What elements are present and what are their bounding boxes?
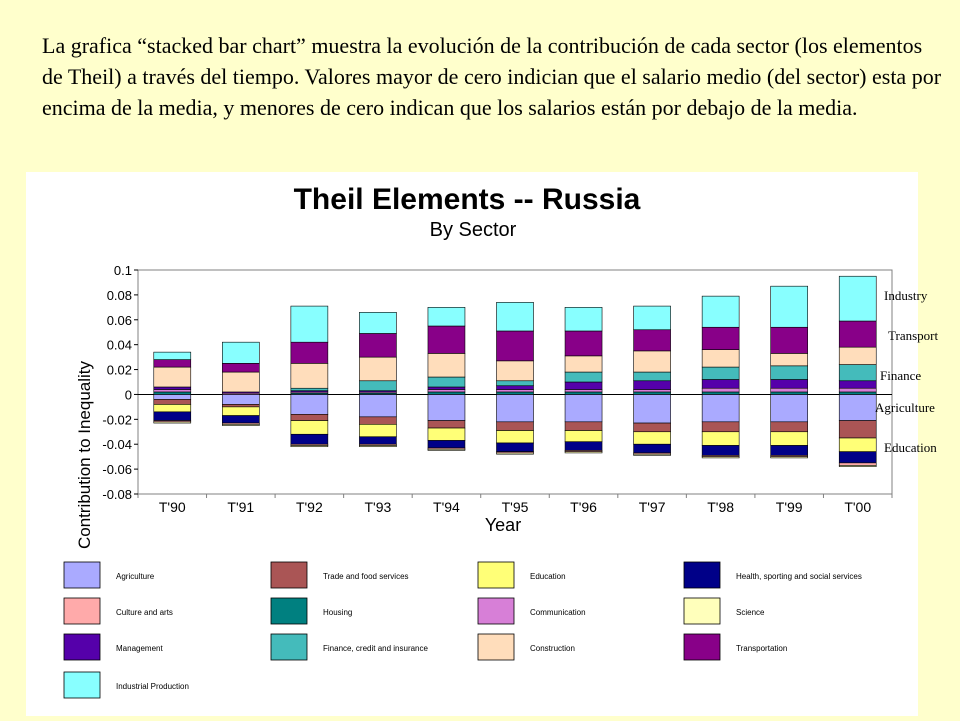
- bar-segment-science: [634, 454, 671, 455]
- bar-segment-transportation: [222, 363, 259, 372]
- legend-label-health-sporting-and-social-services: Health, sporting and social services: [736, 572, 862, 581]
- bar-segment-trade-and-food-services: [359, 417, 396, 424]
- bar-segment-education: [565, 431, 602, 442]
- bar-segment-science: [359, 445, 396, 446]
- bar-segment-agriculture: [771, 394, 808, 421]
- bar-segment-transportation: [839, 321, 876, 347]
- legend-label-communication: Communication: [530, 608, 586, 617]
- bar-segment-science: [497, 453, 534, 454]
- bar-segment-science: [291, 445, 328, 446]
- x-tick-label: T'96: [570, 499, 597, 515]
- bar-segment-housing: [771, 392, 808, 394]
- bar-segment-science: [565, 452, 602, 453]
- bar-segment-construction: [222, 372, 259, 392]
- legend-label-transportation: Transportation: [736, 644, 788, 653]
- legend-label-agriculture: Agriculture: [116, 572, 155, 581]
- y-tick-label: 0.1: [113, 263, 132, 278]
- side-label-finance: Finance: [880, 368, 922, 383]
- intro-paragraph: La grafica “stacked bar chart” muestra la evolución de la contribución de cada sector (los elementos de Theil) a través del tiempo. Valores mayor de cero indician que el salario medio (del sector) esta por encima de la media, y menores de cero indican que los salarios están por debajo de la media.: [42, 33, 942, 120]
- bar-segment-trade-and-food-services: [497, 422, 534, 431]
- bar-segment-construction: [359, 357, 396, 381]
- bar-segment-agriculture: [359, 394, 396, 416]
- bar-segment-finance-credit-and-insurance: [702, 367, 739, 379]
- bar-segment-education: [359, 424, 396, 436]
- bar-segment-agriculture: [702, 394, 739, 421]
- bar-segment-finance-credit-and-insurance: [771, 366, 808, 380]
- bar-segment-housing: [497, 392, 534, 394]
- bar-segment-science: [771, 457, 808, 458]
- bar-segment-construction: [771, 353, 808, 365]
- x-axis-label: Year: [484, 515, 522, 535]
- bar-segment-management: [497, 386, 534, 390]
- bar-segment-communication: [154, 389, 191, 391]
- bar-segment-finance-credit-and-insurance: [291, 388, 328, 390]
- bar-segment-health-sporting-and-social-services: [359, 437, 396, 444]
- legend-swatch-housing: [271, 598, 307, 624]
- bar-segment-transportation: [497, 331, 534, 361]
- bar-segment-industrial-production: [634, 306, 671, 330]
- bar-segment-construction: [291, 363, 328, 388]
- bar-segment-construction: [497, 361, 534, 381]
- legend-swatch-culture-and-arts: [64, 598, 100, 624]
- bar-segment-health-sporting-and-social-services: [291, 434, 328, 444]
- legend-label-industrial-production: Industrial Production: [116, 682, 189, 691]
- bar-segment-industrial-production: [359, 312, 396, 333]
- bar-segment-education: [291, 421, 328, 435]
- bar-segment-management: [428, 387, 465, 389]
- legend-label-culture-and-arts: Culture and arts: [116, 608, 173, 617]
- bar-segment-construction: [702, 350, 739, 367]
- x-tick-label: T'98: [707, 499, 735, 515]
- legend-swatch-construction: [478, 634, 514, 660]
- y-tick-label: -0.08: [102, 487, 132, 502]
- y-tick-label: -0.02: [102, 412, 132, 428]
- x-tick-label: T'97: [638, 499, 666, 515]
- bar-segment-transportation: [634, 330, 671, 351]
- bar-segment-trade-and-food-services: [702, 422, 739, 432]
- bar-segment-trade-and-food-services: [634, 423, 671, 432]
- y-tick-label: 0.02: [106, 362, 132, 378]
- x-tick-labels: [138, 494, 892, 515]
- legend-swatch-finance-credit-and-insurance: [271, 634, 307, 660]
- bar-segment-transportation: [565, 331, 602, 356]
- bar-segment-finance-credit-and-insurance: [565, 372, 602, 382]
- bar-segment-transportation: [702, 327, 739, 349]
- y-tick-label: 0: [124, 387, 132, 403]
- legend-swatch-science: [684, 598, 720, 624]
- bar-segment-education: [634, 432, 671, 444]
- legend-label-education: Education: [530, 572, 566, 581]
- bar-segment-housing: [839, 392, 876, 394]
- bar-segment-finance-credit-and-insurance: [839, 365, 876, 381]
- bar-segment-construction: [565, 356, 602, 372]
- bar-segment-agriculture: [497, 394, 534, 421]
- bar-segment-industrial-production: [291, 306, 328, 342]
- legend-swatch-transportation: [684, 634, 720, 660]
- bar-segment-science: [702, 457, 739, 458]
- x-tick-label: T'00: [844, 499, 872, 515]
- bar-segment-housing: [154, 392, 191, 394]
- legend-swatch-health-sporting-and-social-services: [684, 562, 720, 588]
- bar-segment-agriculture: [291, 394, 328, 414]
- bar-segment-health-sporting-and-social-services: [154, 412, 191, 421]
- legend-swatch-communication: [478, 598, 514, 624]
- legend-swatch-management: [64, 634, 100, 660]
- bar-segment-science: [839, 465, 876, 466]
- bar-segment-transportation: [154, 360, 191, 367]
- bar-segment-industrial-production: [497, 302, 534, 331]
- bar-segment-trade-and-food-services: [428, 421, 465, 428]
- bar-segment-finance-credit-and-insurance: [497, 381, 534, 386]
- bar-segment-industrial-production: [428, 307, 465, 326]
- bar-segment-science: [222, 424, 259, 425]
- bar-segment-trade-and-food-services: [565, 422, 602, 431]
- bar-segment-construction: [154, 367, 191, 387]
- bar-segment-trade-and-food-services: [154, 399, 191, 404]
- bar-segment-agriculture: [565, 394, 602, 421]
- bar-segment-communication: [497, 389, 534, 391]
- theil-stacked-bar-chart: [26, 172, 918, 716]
- bar-segment-education: [839, 438, 876, 452]
- bar-segment-culture-and-arts: [839, 463, 876, 465]
- bar-segment-health-sporting-and-social-services: [497, 443, 534, 452]
- bar-segment-communication: [771, 388, 808, 392]
- bar-segment-communication: [634, 389, 671, 391]
- bar-segment-industrial-production: [702, 296, 739, 327]
- x-tick-label: T'95: [501, 499, 529, 515]
- bar-segment-transportation: [291, 342, 328, 363]
- legend-label-housing: Housing: [323, 608, 353, 617]
- legend-label-finance-credit-and-insurance: Finance, credit and insurance: [323, 644, 428, 653]
- bar-segment-health-sporting-and-social-services: [702, 445, 739, 455]
- y-tick-labels: [102, 263, 138, 502]
- bar-segment-trade-and-food-services: [291, 414, 328, 420]
- bar-segment-trade-and-food-services: [771, 422, 808, 432]
- legend-label-science: Science: [736, 608, 765, 617]
- bar-segment-housing: [565, 392, 602, 394]
- bar-segment-agriculture: [634, 394, 671, 423]
- bar-segment-finance-credit-and-insurance: [359, 381, 396, 391]
- x-tick-label: T'90: [158, 499, 186, 515]
- bar-segment-health-sporting-and-social-services: [428, 440, 465, 447]
- side-label-agriculture: Agriculture: [875, 400, 935, 415]
- legend-swatch-trade-and-food-services: [271, 562, 307, 588]
- bar-segment-education: [497, 431, 534, 443]
- legend-swatch-industrial-production: [64, 672, 100, 698]
- bar-segment-health-sporting-and-social-services: [839, 452, 876, 463]
- bar-segment-management: [154, 387, 191, 389]
- bar-segment-trade-and-food-services: [839, 421, 876, 438]
- bar-segment-science: [428, 449, 465, 450]
- bar-segment-communication: [702, 388, 739, 392]
- bar-segment-agriculture: [839, 394, 876, 420]
- bar-segment-management: [839, 381, 876, 388]
- bar-segment-agriculture: [428, 394, 465, 420]
- bar-segment-education: [154, 404, 191, 411]
- legend-swatch-agriculture: [64, 562, 100, 588]
- y-tick-label: -0.06: [102, 462, 132, 478]
- bar-segment-communication: [428, 389, 465, 391]
- bar-segment-industrial-production: [222, 342, 259, 363]
- bar-segment-industrial-production: [154, 352, 191, 359]
- bar-segment-industrial-production: [771, 286, 808, 327]
- bar-segment-communication: [565, 389, 602, 391]
- bar-segment-housing: [428, 392, 465, 394]
- y-tick-label: -0.04: [102, 437, 132, 453]
- x-tick-label: T'93: [364, 499, 392, 515]
- bar-segment-construction: [428, 353, 465, 377]
- legend-label-management: Management: [116, 644, 163, 653]
- bar-segment-education: [702, 432, 739, 446]
- bar-segment-finance-credit-and-insurance: [634, 372, 671, 381]
- y-axis-label: Contribution to Inequality: [75, 360, 94, 550]
- bar-segment-industrial-production: [839, 276, 876, 321]
- y-tick-label: 0.08: [106, 287, 132, 303]
- bar-segment-communication: [839, 388, 876, 392]
- side-label-industry: Industry: [884, 288, 928, 303]
- chart-panel: [26, 172, 939, 716]
- legend-label-trade-and-food-services: Trade and food services: [323, 572, 409, 581]
- side-label-education: Education: [884, 440, 937, 455]
- bar-segment-education: [428, 428, 465, 440]
- x-tick-label: T'91: [227, 499, 255, 515]
- side-label-transport: Transport: [888, 328, 939, 343]
- bar-segment-housing: [702, 392, 739, 394]
- bar-segment-health-sporting-and-social-services: [771, 445, 808, 455]
- bar-segment-transportation: [771, 327, 808, 353]
- bar-segment-agriculture: [154, 394, 191, 399]
- bar-segment-transportation: [428, 326, 465, 353]
- bar-segment-housing: [634, 392, 671, 394]
- legend-swatch-education: [478, 562, 514, 588]
- legend-label-construction: Construction: [530, 644, 575, 653]
- bar-segment-management: [634, 381, 671, 390]
- bar-segment-management: [702, 380, 739, 389]
- bar-segment-construction: [839, 347, 876, 364]
- x-tick-label: T'92: [295, 499, 323, 515]
- bar-segment-construction: [634, 351, 671, 372]
- x-tick-label: T'99: [775, 499, 803, 515]
- bar-segment-health-sporting-and-social-services: [222, 416, 259, 423]
- x-tick-label: T'94: [433, 499, 460, 515]
- bar-segment-education: [222, 407, 259, 416]
- bar-segment-health-sporting-and-social-services: [634, 444, 671, 453]
- legend: [64, 562, 862, 698]
- bar-segment-science: [154, 422, 191, 423]
- bar-segment-management: [771, 380, 808, 389]
- bar-segment-industrial-production: [565, 307, 602, 331]
- bar-segment-health-sporting-and-social-services: [565, 442, 602, 451]
- bar-segment-transportation: [359, 333, 396, 357]
- y-tick-label: 0.06: [106, 312, 132, 328]
- y-tick-label: 0.04: [106, 337, 132, 353]
- chart-subtitle: By Sector: [429, 219, 517, 241]
- chart-title: Theil Elements -- Russia: [293, 183, 641, 216]
- bar-segment-education: [771, 432, 808, 446]
- bar-segment-trade-and-food-services: [222, 404, 259, 406]
- bar-segment-agriculture: [222, 394, 259, 404]
- bar-segment-finance-credit-and-insurance: [428, 377, 465, 387]
- bar-segment-management: [565, 382, 602, 389]
